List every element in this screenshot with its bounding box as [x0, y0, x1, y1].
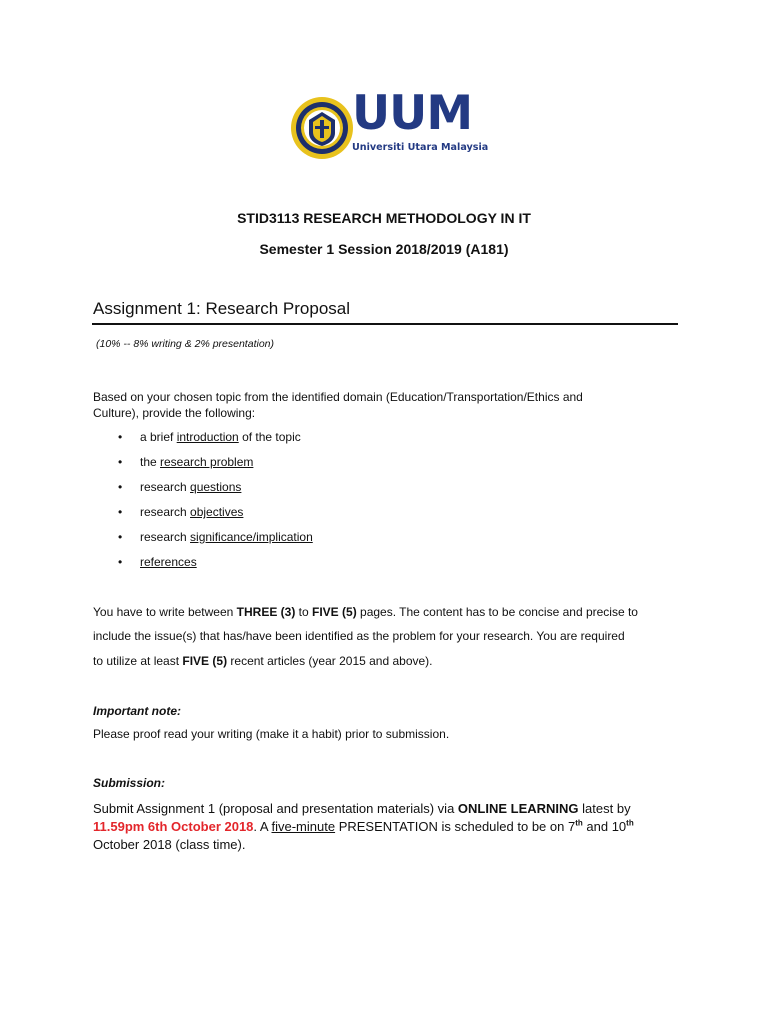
submission-heading: Submission: [93, 776, 166, 790]
text-span: and 10 [582, 819, 627, 834]
uum-logo [290, 86, 489, 162]
requirements-line-3 [93, 654, 683, 668]
requirements-line-1 [93, 605, 683, 619]
important-note-heading: Important note: [93, 704, 181, 718]
text-span: to utilize at least [93, 654, 183, 668]
list-item-prefix: research [140, 530, 191, 544]
bullet-icon: • [118, 430, 123, 444]
platform-name: ONLINE LEARNING [457, 801, 579, 816]
course-title: STID3113 RESEARCH METHODOLOGY IN IT [237, 210, 531, 226]
list-item-prefix: the [140, 455, 161, 469]
intro-line-1: Based on your chosen topic from the identified domain (Education/Transportation/Ethics and [93, 390, 583, 404]
important-note-text: Please proof read your writing (make it a habit) prior to submission. [93, 727, 450, 741]
text-span: You have to write between [93, 605, 237, 619]
list-item-keyword: research problem [160, 455, 254, 469]
intro-line-2: Culture), provide the following: [93, 406, 256, 420]
list-item-suffix: of the topic [238, 430, 301, 444]
text-span: latest by [578, 801, 631, 816]
title-divider [92, 323, 678, 325]
text-span: pages. The content has to be concise and precise to [356, 605, 638, 619]
list-item-keyword: references [140, 555, 197, 569]
logo-wordmark: UUM [352, 86, 473, 141]
university-seal-icon [290, 96, 354, 160]
text-span: PRESENTATION is scheduled to be on 7 [335, 819, 576, 834]
bullet-icon: • [118, 480, 123, 494]
list-item-keyword: significance/implication [190, 530, 313, 544]
page-min: THREE (3) [236, 605, 296, 619]
submission-line-2 [93, 819, 693, 834]
bullet-icon: • [118, 455, 123, 469]
deadline: 11.59pm 6th October 2018 [93, 819, 254, 834]
course-semester: Semester 1 Session 2018/2019 (A181) [259, 241, 509, 257]
text-span: . A [253, 819, 272, 834]
submission-line-1 [93, 801, 693, 816]
assignment-weighting: (10% -- 8% writing & 2% presentation) [96, 338, 274, 350]
list-item-keyword: questions [190, 480, 242, 494]
list-item-prefix: research [140, 480, 191, 494]
text-span: Submit Assignment 1 (proposal and presentation materials) via [93, 801, 458, 816]
intro-paragraph [93, 389, 683, 421]
page-max: FIVE (5) [312, 605, 357, 619]
presentation-duration: five-minute [271, 819, 336, 834]
text-span: recent articles (year 2015 and above). [227, 654, 433, 668]
article-count: FIVE (5) [182, 654, 228, 668]
ordinal-suffix: th [575, 818, 583, 828]
bullet-icon: • [118, 530, 123, 544]
assignment-title: Assignment 1: Research Proposal [93, 299, 351, 318]
bullet-icon: • [118, 505, 123, 519]
logo-subtitle: Universiti Utara Malaysia [352, 142, 489, 153]
ordinal-suffix: th [626, 818, 634, 828]
submission-line-3: October 2018 (class time). [93, 837, 246, 852]
list-item-keyword: objectives [190, 505, 244, 519]
list-item-prefix: research [140, 505, 191, 519]
text-span: to [295, 605, 313, 619]
bullet-icon: • [118, 555, 123, 569]
list-item-keyword: introduction [176, 430, 239, 444]
requirements-line-2: include the issue(s) that has/have been identified as the problem for your research. You are required [93, 629, 625, 643]
list-item-prefix: a brief [140, 430, 177, 444]
